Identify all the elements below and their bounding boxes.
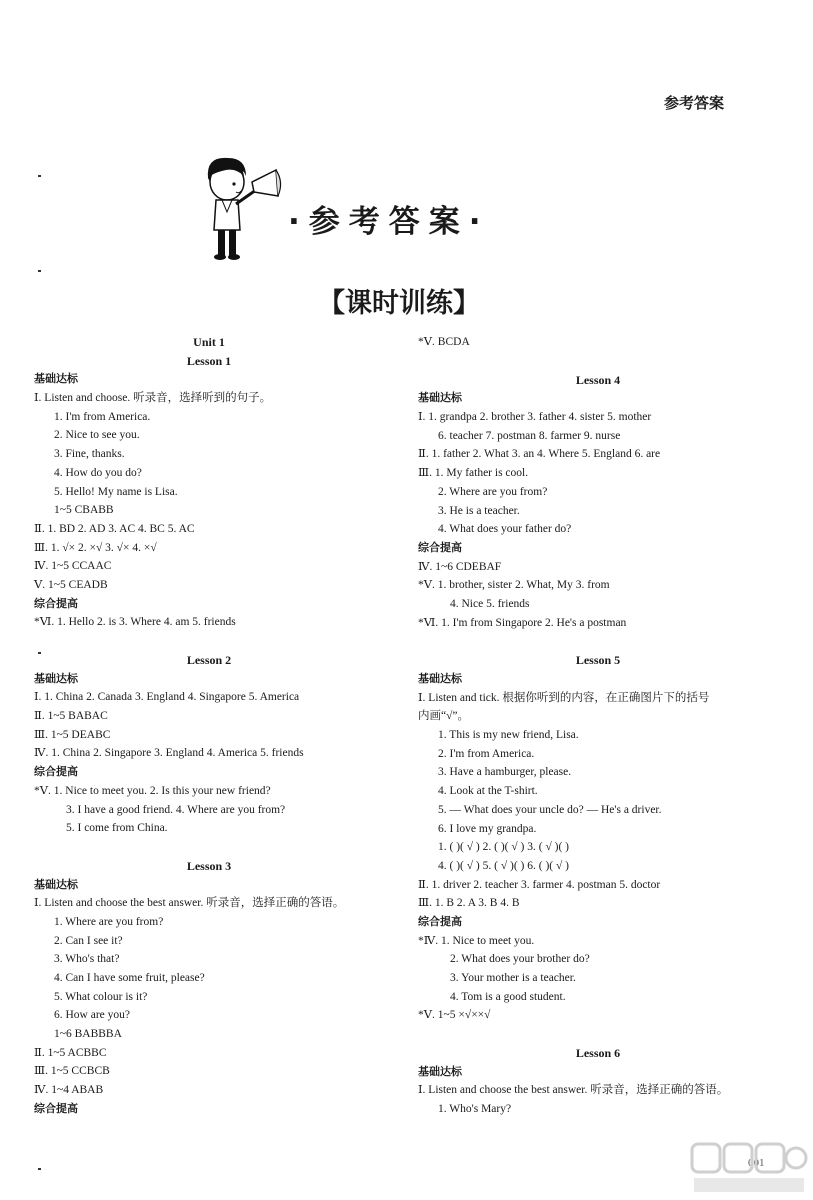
answer-line: *Ⅳ. 1. Nice to meet you.: [418, 934, 535, 947]
lesson-heading: Lesson 4: [575, 372, 621, 387]
subsection-heading: 基础达标: [34, 877, 78, 891]
spacer: [34, 838, 384, 857]
spacer: [418, 632, 778, 651]
answer-line: 3. Who's that?: [54, 953, 120, 966]
answer-line: 2. Nice to see you.: [54, 429, 140, 442]
answer-line: 1. This is my new friend, Lisa.: [438, 729, 579, 742]
spacer: [418, 1025, 778, 1044]
answer-line: 2. I'm from America.: [438, 747, 535, 760]
answer-line: 4. Nice 5. friends: [450, 597, 530, 610]
subsection-heading: 基础达标: [34, 671, 78, 685]
answer-line: 4. ( )( √ ) 5. ( √ )( ) 6. ( )( √ ): [438, 859, 570, 872]
right-answer-column: [418, 333, 778, 1119]
answer-line: 2. What does your brother do?: [450, 953, 590, 966]
lesson-heading: Lesson 6: [575, 1046, 621, 1061]
answer-line: 5. Hello! My name is Lisa.: [54, 485, 178, 498]
subsection-heading: 基础达标: [418, 672, 462, 685]
answer-line: *Ⅵ. 1. Hello 2. is 3. Where 4. am 5. friends: [34, 616, 236, 629]
answer-line: 3. He is a teacher.: [438, 504, 520, 517]
answer-line: 4. What does your father do?: [438, 523, 572, 536]
subsection-heading: 综合提高: [418, 540, 462, 554]
answer-line: Ⅰ. 1. China 2. Canada 3. England 4. Singapore 5. America: [34, 691, 300, 704]
lesson-heading: Unit 1: [193, 335, 225, 349]
answer-line: 1~5 CBABB: [54, 504, 114, 517]
answer-line: Ⅲ. 1. √× 2. ×√ 3. √× 4. ×√: [34, 541, 157, 554]
page-number: 001: [748, 1157, 765, 1169]
answer-line: Ⅱ. 1. BD 2. AD 3. AC 4. BC 5. AC: [34, 522, 195, 535]
answer-line: 6. How are you?: [54, 1009, 131, 1022]
answer-line: Ⅱ. 1. father 2. What 3. an 4. Where 5. England 6. are: [418, 448, 661, 461]
answer-line: Ⅰ. Listen and choose. 听录音，选择听到的句子。: [34, 392, 272, 405]
scan-speck: [38, 270, 41, 272]
answer-line: 4. Can I have some fruit, please?: [54, 972, 205, 984]
subsection-heading: 综合提高: [34, 1101, 78, 1115]
answer-line: *Ⅵ. 1. I'm from Singapore 2. He's a postman: [418, 616, 627, 629]
subsection-heading: 综合提高: [34, 596, 78, 610]
subsection-heading: 综合提高: [418, 914, 462, 928]
answer-line: 4. Look at the T-shirt.: [438, 785, 538, 798]
answer-line: Ⅱ. 1~5 ACBBC: [34, 1046, 107, 1059]
answer-line: 1. ( )( √ ) 2. ( )( √ ) 3. ( √ )( ): [438, 841, 570, 854]
section-title: 【课时训练】: [318, 288, 480, 319]
spacer: [418, 352, 778, 371]
subsection-heading: 基础达标: [418, 391, 462, 405]
header-label: 参考答案: [664, 94, 725, 112]
lesson-heading: Lesson 5: [575, 653, 621, 668]
answer-line: 内画“√”。: [418, 710, 470, 723]
answer-line: Ⅱ. 1~5 BABAC: [34, 710, 108, 723]
answer-line: 3. Fine, thanks.: [54, 448, 125, 461]
lesson-heading: Lesson 2: [186, 653, 232, 667]
answer-line: Ⅰ. Listen and choose the best answer. 听录音，选择正确的答语。: [418, 1084, 729, 1097]
lesson-heading: Lesson 1: [186, 353, 232, 368]
answer-line: 1. Who's Mary?: [438, 1103, 512, 1116]
spacer: [34, 632, 384, 651]
answer-line: Ⅱ. 1. driver 2. teacher 3. farmer 4. postman 5. doctor: [418, 878, 661, 891]
answer-line: *Ⅴ. BCDA: [418, 336, 470, 348]
answer-line: Ⅰ. Listen and choose the best answer. 听录音，选择正确的答语。: [34, 897, 345, 910]
subsection-heading: 综合提高: [34, 765, 78, 779]
answer-line: 1. I'm from America.: [54, 410, 151, 423]
answer-line: Ⅳ. 1~4 ABAB: [34, 1084, 104, 1097]
answer-line: Ⅰ. 1. grandpa 2. brother 3. father 4. sister 5. mother: [418, 411, 652, 424]
answer-line: 4. How do you do?: [54, 466, 142, 479]
answer-line: Ⅲ. 1~5 CCBCB: [34, 1065, 110, 1078]
answer-line: 5. What colour is it?: [54, 990, 148, 1003]
lesson-heading: Lesson 3: [186, 858, 232, 873]
answer-line: Ⅰ. Listen and tick. 根据你听到的内容，在正确图片下的括号: [418, 691, 710, 704]
subsection-heading: 基础达标: [418, 1064, 462, 1078]
answer-line: 5. — What does your uncle do? — He's a driver.: [438, 803, 662, 816]
left-answer-column: [34, 333, 384, 1119]
answer-line: *Ⅴ. 1~5 ×√××√: [418, 1009, 491, 1022]
answer-line: 5. I come from China.: [66, 822, 168, 835]
answer-line: Ⅴ. 1~5 CEADB: [34, 578, 108, 591]
answer-line: 6. teacher 7. postman 8. farmer 9. nurse: [438, 429, 621, 442]
answer-line: 2. Can I see it?: [54, 934, 123, 947]
answer-line: Ⅲ. 1. My father is cool.: [418, 467, 529, 480]
scan-speck: [38, 1168, 41, 1170]
answer-line: Ⅳ. 1~5 CCAAC: [34, 560, 112, 573]
answer-line: 3. I have a good friend. 4. Where are you from?: [66, 803, 286, 816]
answer-line: 1~6 BABBBA: [54, 1028, 122, 1041]
answer-line: *Ⅴ. 1. Nice to meet you. 2. Is this your new friend?: [34, 784, 271, 797]
watermark-logo: [690, 1138, 808, 1196]
answer-line: 4. Tom is a good student.: [450, 990, 566, 1003]
answer-line: 3. Your mother is a teacher.: [450, 972, 576, 984]
answer-line: Ⅲ. 1. B 2. A 3. B 4. B: [418, 897, 520, 910]
boy-megaphone-illustration: [194, 152, 294, 262]
answer-line: 1. Where are you from?: [54, 915, 164, 928]
answer-line: 2. Where are you from?: [438, 485, 548, 498]
answer-line: 6. I love my grandpa.: [438, 822, 537, 835]
answer-line: 3. Have a hamburger, please.: [438, 766, 572, 779]
answer-line: Ⅳ. 1~6 CDEBAF: [418, 560, 502, 573]
scan-speck: [38, 175, 41, 177]
scan-speck: [38, 652, 41, 654]
subsection-heading: 基础达标: [34, 372, 78, 386]
banner-title: ·参考答案·: [288, 204, 490, 240]
answer-line: Ⅲ. 1~5 DEABC: [34, 728, 111, 741]
answer-line: Ⅳ. 1. China 2. Singapore 3. England 4. America 5. friends: [34, 747, 304, 760]
answer-line: *Ⅴ. 1. brother, sister 2. What, My 3. from: [418, 579, 610, 592]
